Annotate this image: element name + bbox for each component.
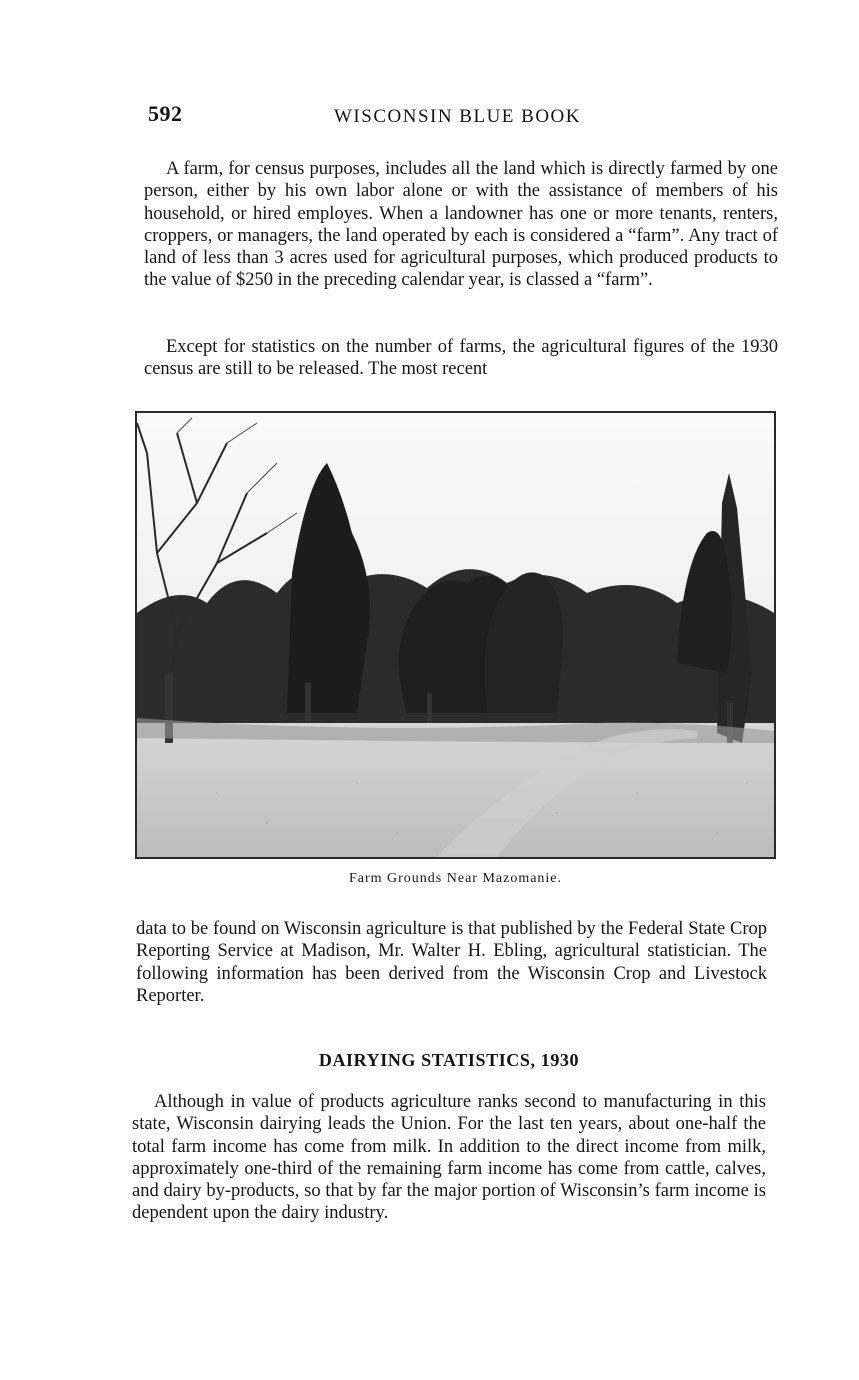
- paragraph-farm-definition: A farm, for census purposes, includes all the land which is directly farmed by one person, either by his own labor alone or with the assistance of members of his household, or hired employes. When a landowner has one or more tenants, renters, croppers, or managers, the land operated by each is considered a “farm”. Any tract of land of less than 3 acres used for agricultural purposes, which produced products to the value of $250 in the preceding calendar year, is classed a “farm”.: [144, 159, 778, 291]
- page-number: 592: [148, 101, 183, 126]
- section-heading: DAIRYING STATISTICS, 1930: [318, 1050, 580, 1070]
- photo-illustration: [137, 413, 774, 857]
- photo-caption: Farm Grounds Near Mazomanie.: [348, 871, 563, 886]
- farm-grounds-photo: [135, 411, 776, 859]
- paragraph-dairying: Although in value of products agriculture ranks second to manufacturing in this state, Wisconsin dairying leads the Union. For the last ten years, about one-half the total farm income has come from milk. In addition to the direct income from milk, approximately one-third of the remaining farm income has come from cattle, calves, and dairy by-products, so that by far the major portion of Wisconsin’s farm income is dependent upon the dairy industry.: [132, 1092, 766, 1224]
- running-head: WISCONSIN BLUE BOOK: [334, 106, 581, 127]
- paragraph-census-figures: Except for statistics on the number of farms, the agricultural figures of the 1930 census are still to be released. The most recent: [144, 337, 778, 380]
- page-header: [148, 101, 788, 135]
- paragraph-data-source: data to be found on Wisconsin agriculture is that published by the Federal State Crop Reporting Service at Madison, Mr. Walter H. Ebling, agricultural statistician. The following information has been derived from the Wisconsin Crop and Livestock Reporter.: [136, 919, 767, 1006]
